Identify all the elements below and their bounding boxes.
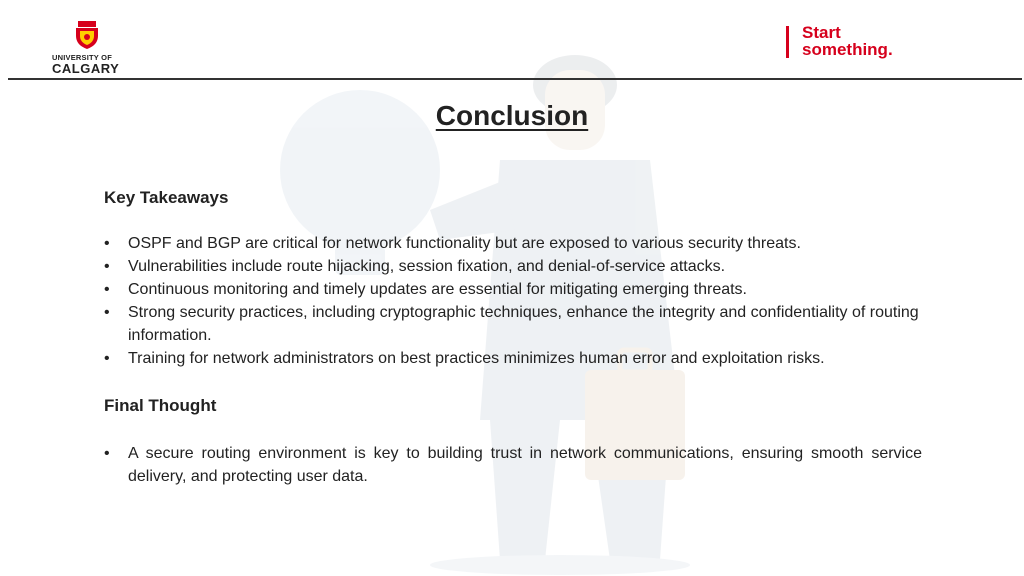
tagline-line2: something. xyxy=(802,40,893,59)
bullet-icon: • xyxy=(104,304,110,321)
list-item xyxy=(104,255,922,278)
uc-logo-line1: UNIVERSITY OF xyxy=(52,53,112,62)
bullet-text: Continuous monitoring and timely updates are essential for mitigating emerging threats. xyxy=(128,281,747,298)
final-thought-list xyxy=(104,442,922,488)
slide-content xyxy=(104,186,922,488)
final-thought-heading: Final Thought xyxy=(104,396,217,415)
bullet-icon: • xyxy=(104,258,110,275)
list-item xyxy=(104,232,922,255)
start-something-logo xyxy=(786,22,926,64)
bullet-text: Vulnerabilities include route hijacking, session fixation, and denial-of-service attacks. xyxy=(128,258,726,275)
key-takeaways-heading: Key Takeaways xyxy=(104,188,229,207)
university-of-calgary-logo xyxy=(48,18,128,78)
list-item xyxy=(104,442,922,488)
list-item xyxy=(104,347,922,370)
list-item xyxy=(104,301,922,347)
bullet-text: Training for network administrators on best practices minimizes human error and exploitation risks. xyxy=(128,350,825,367)
list-item xyxy=(104,278,922,301)
bullet-text: OSPF and BGP are critical for network functionality but are exposed to various security threats. xyxy=(128,235,801,252)
bullet-icon: • xyxy=(104,235,110,252)
slide-title: Conclusion xyxy=(435,100,589,131)
key-takeaways-list xyxy=(104,232,922,370)
bullet-text: A secure routing environment is key to building trust in network communications, ensuring smooth service delivery, and protecting user data. xyxy=(128,445,922,485)
bullet-text: Strong security practices, including cryptographic techniques, enhance the integrity and confidentiality of routing information. xyxy=(128,304,919,344)
bullet-icon: • xyxy=(104,350,110,367)
university-crest-icon xyxy=(72,20,102,50)
logo-divider xyxy=(786,26,789,58)
bullet-icon: • xyxy=(104,281,110,298)
bullet-icon: • xyxy=(104,445,110,462)
header-divider xyxy=(8,78,1022,80)
uc-logo-line2: CALGARY xyxy=(52,61,120,76)
tagline-line1: Start xyxy=(802,23,841,42)
